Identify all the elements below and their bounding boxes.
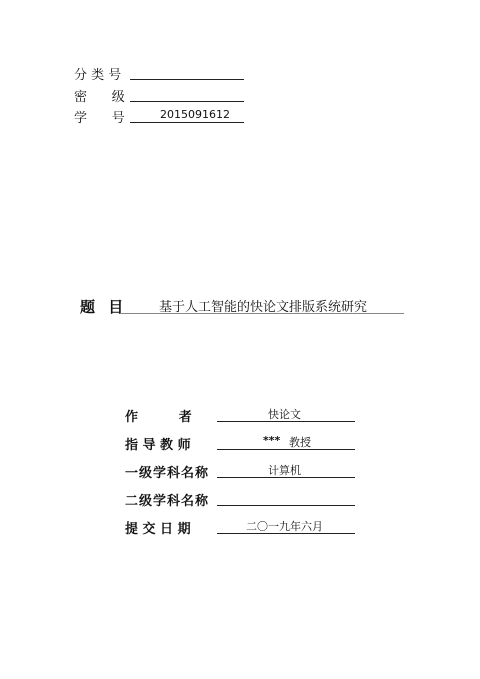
title-label: 题 目 — [80, 298, 128, 316]
thesis-title: 基于人工智能的快论文排版系统研究 — [159, 300, 368, 315]
discipline2-field[interactable] — [217, 490, 355, 506]
advisor-stars: *** — [263, 434, 281, 447]
secret-level-field[interactable] — [130, 88, 244, 102]
class-number-label: 分 类 号 — [74, 68, 122, 83]
author-value: 快论文 — [268, 408, 301, 421]
date-value: 二〇一九年六月 — [246, 520, 323, 533]
advisor-field[interactable] — [217, 434, 355, 450]
date-label: 提 交 日 期 — [125, 522, 191, 537]
secret-level-label: 密 级 — [74, 90, 125, 105]
author-label: 作 者 — [125, 410, 192, 425]
discipline1-value: 计算机 — [268, 464, 301, 477]
discipline1-label: 一级学科名称 — [125, 466, 210, 481]
discipline2-label: 二级学科名称 — [125, 494, 210, 509]
student-number-label: 学 号 — [74, 111, 125, 126]
class-number-field[interactable] — [130, 66, 244, 80]
advisor-value: 教授 — [289, 436, 311, 449]
student-number-value: 2015091612 — [160, 108, 230, 121]
advisor-label: 指 导 教 师 — [125, 438, 191, 453]
student-number-field[interactable] — [130, 109, 244, 123]
